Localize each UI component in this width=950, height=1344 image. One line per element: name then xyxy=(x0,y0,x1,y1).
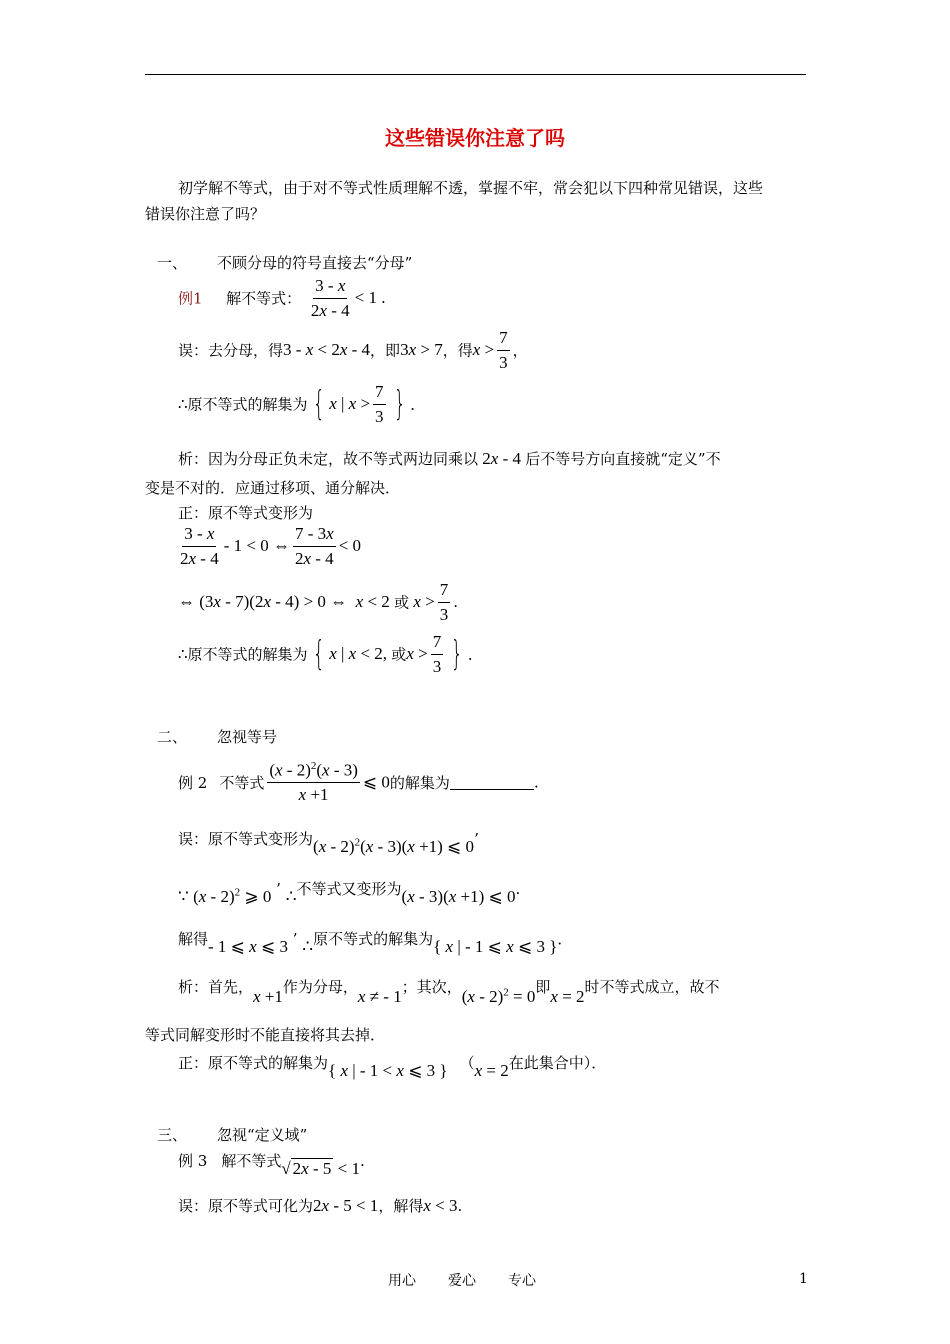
section-3-number: 三、 xyxy=(157,1126,188,1144)
example-2: 例 2 不等式 $\frac{(x - 2)^2(x - 3)}{x +1}$ ⩽ 0的解集为 . xyxy=(178,760,539,805)
wrong-label: 误：去分母，得 xyxy=(178,341,284,360)
example-1-wrong: 误：去分母，得3 - x < 2x - 4，即3x > 7，得x > $\frac{7}{3}$ ， xyxy=(178,328,528,372)
analysis-1-line-2: 变是不对的．应通过移项、通分解决． xyxy=(145,479,401,497)
example-1-label: 例1 xyxy=(178,289,203,308)
example-1-wrong-conclusion: ∴原不等式的解集为 { x | x > $\frac{7}{3}$ } ． xyxy=(178,382,426,426)
correct-1-step-2: ⇔ (3x - 7)(2x - 4) > 0 ⇔ x < 2 或 x > $\frac{7}{3}$ . xyxy=(178,580,458,624)
intro-line-2: 错误你注意了吗？ xyxy=(145,205,266,223)
section-1-title: 不顾分母的符号直接去“分母” xyxy=(217,254,413,272)
analysis-1-line-1: 析：因为分母正负未定，故不等式两边同乘以 2x - 4 后不等号方向直接就“定义”不 xyxy=(178,449,721,468)
therefore-icon: ∴ xyxy=(285,887,297,906)
example-2-because: ∵ (x - 2)$^2$ ⩾ 0 ’ ∴不等式又变形为(x - 3)(x +1) ⩽ 0. xyxy=(178,880,521,906)
section-2-number: 二、 xyxy=(157,728,188,746)
section-3-heading xyxy=(157,1124,307,1145)
section-3-title: 忽视“定义域” xyxy=(217,1126,308,1144)
example-2-wrong: 误：原不等式变形为(x - 2)$^2$(x - 3)(x +1) ⩽ 0’ xyxy=(178,830,479,856)
section-1-heading xyxy=(157,252,412,273)
therefore-icon: ∴ xyxy=(178,395,188,414)
header-rule xyxy=(145,74,806,75)
correct-1-step-1: $\frac{3 - x}{2x - 4}$ - 1 < 0 ⇔ $\frac{7 - 3x}{2x - 4}$ < 0 xyxy=(180,524,362,568)
correct-1-label: 正：原不等式变形为 xyxy=(178,504,314,522)
correct-2: 正：原不等式的解集为{ x | - 1 < x ⩽ 3 } （x = 2在此集合中）． xyxy=(178,1054,607,1080)
document-title: 这些错误你注意了吗 xyxy=(385,126,565,150)
therefore-icon: ∴ xyxy=(302,937,314,956)
example-2-solve: 解得- 1 ⩽ x ⩽ 3 ’ ∴原不等式的解集为{ x | - 1 ⩽ x ⩽ 3 }． xyxy=(178,930,573,956)
example-3-wrong: 误：原不等式可化为2x - 5 < 1，解得x < 3. xyxy=(178,1196,463,1215)
example-3: 例 3 解不等式√ 2x - 5 < 1. xyxy=(178,1152,365,1178)
therefore-icon: ∴ xyxy=(178,645,188,664)
math-fraction: $\frac{7}{3}$ xyxy=(499,328,508,372)
answer-blank[interactable] xyxy=(450,775,534,790)
section-2-heading xyxy=(157,726,277,747)
footer-motto: 用心 爱心 专心 xyxy=(388,1273,536,1289)
because-icon: ∵ xyxy=(178,887,189,906)
analysis-2-line-2: 等式同解变形时不能直接将其去掉． xyxy=(145,1026,386,1044)
page-number: 1 xyxy=(799,1271,808,1287)
section-2-title: 忽视等号 xyxy=(217,728,278,746)
analysis-2-line-1: 析：首先，x +1作为分母，x ≠ - 1；其次，(x - 2)$^2$ = 0即x = 2时不等式成立，故不 xyxy=(178,978,720,1006)
math-fraction: $\frac{3 - x}{2x - 4}$ xyxy=(310,276,350,320)
correct-1-conclusion: ∴原不等式的解集为 { x | x < 2, 或x > $\frac{7}{3}$ } ． xyxy=(178,632,483,676)
section-1-number: 一、 xyxy=(157,254,188,272)
intro-line-1: 初学解不等式，由于对不等式性质理解不透，掌握不牢，常会犯以下四种常见错误，这些 xyxy=(178,179,764,197)
example-1: 例1 解不等式： $\frac{3 - x}{2x - 4}$ < 1 . xyxy=(178,276,386,320)
example-1-text: 解不等式： xyxy=(226,289,302,308)
